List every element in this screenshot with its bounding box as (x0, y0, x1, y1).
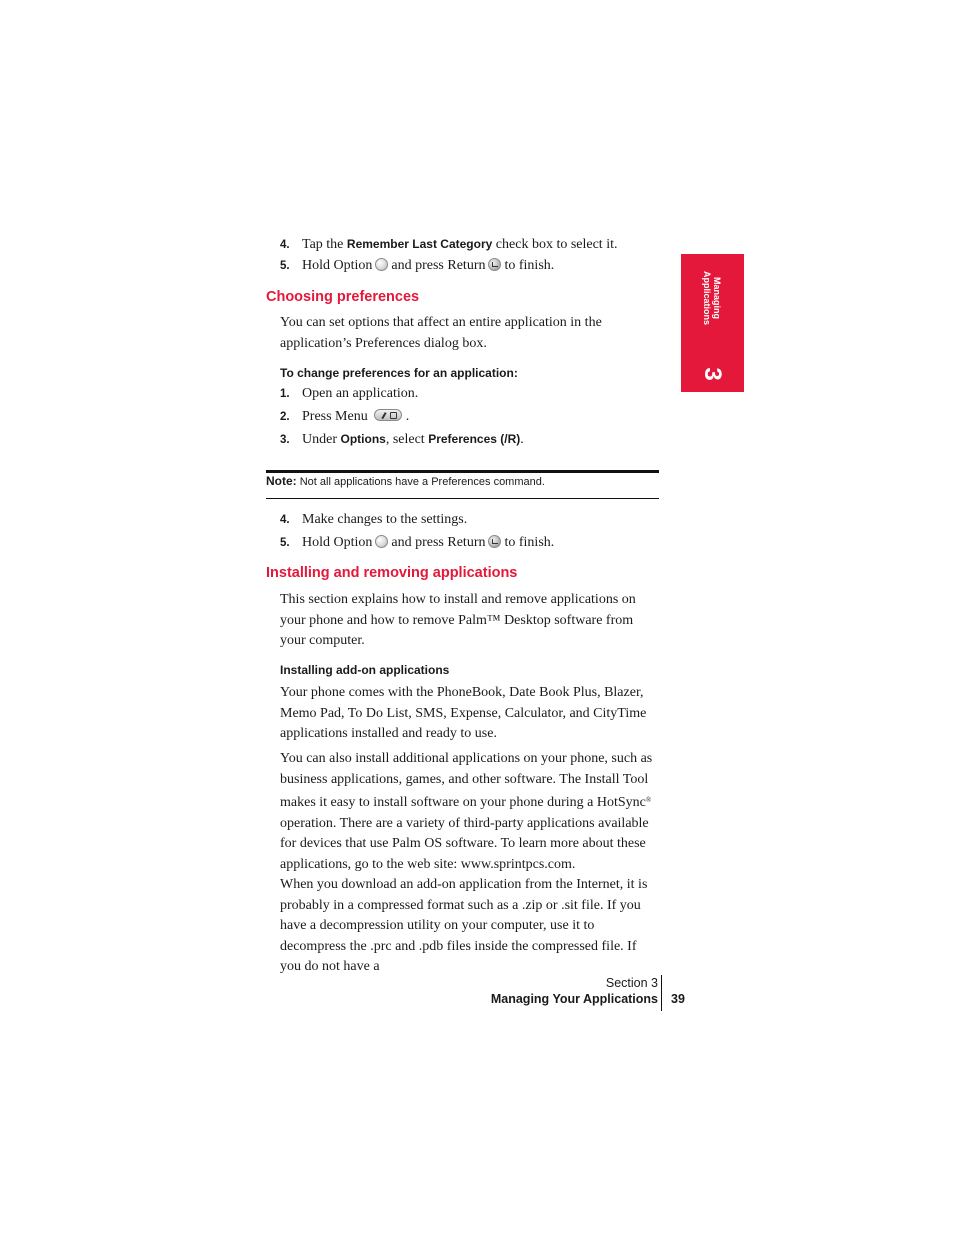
paragraph-download: When you download an add-on application from the Internet, it is probably in a compressed format such as a .zip or .sit file. If you have a decompression utility on your computer, use it to decompress the .prc and .pdb files inside the compressed file. If you do not have a (280, 877, 648, 974)
return-key-icon (488, 258, 501, 271)
step-1-open-app: 1. Open an application. (280, 386, 419, 401)
note-label: Note: (266, 474, 297, 488)
note-box (266, 474, 545, 490)
choosing-intro: You can set options that affect an entire application in the application’s Preferences dialog box. (280, 315, 602, 351)
installing-intro: This section explains how to install and remove applications on your phone and how to remove Palm™ Desktop software from your computer. (280, 592, 636, 648)
procedure-title: To change preferences for an application: (280, 366, 518, 380)
step-number: 1. (280, 388, 290, 400)
step-number: 3. (280, 434, 290, 446)
footer-section: Section 3 (605, 976, 658, 990)
option-key-icon (375, 258, 388, 271)
step-4-remember-last-category: 4. Tap the Remember Last Category check box to select it. (280, 237, 618, 252)
step-5-hold-option: 5. Hold Option and press Return to finish. (280, 535, 555, 550)
ui-term: Options (340, 432, 386, 446)
ui-term: Preferences (/R) (428, 432, 521, 446)
step-number: 5. (280, 537, 290, 549)
step-number: 4. (280, 239, 290, 251)
page-number: 39 (671, 992, 685, 1006)
side-tab-number: 3 (699, 367, 726, 381)
step-number: 4. (280, 514, 290, 526)
registered-mark: ® (645, 796, 652, 804)
paragraph-additional-apps: You can also install additional applications on your phone, such as business applications, games, and other software. The Install Tool makes it easy to install software on your phone during a HotSync® operation. There are a variety of third-party applications available for devices that use Palm OS software. To learn more about these applications, go to the web site: www.sprintpcs.com. (280, 751, 653, 872)
side-tab-label: Managing Applications (702, 270, 722, 325)
subheading-add-on: Installing add-on applications (280, 663, 450, 677)
step-number: 2. (280, 411, 290, 423)
option-key-icon (375, 535, 388, 548)
step-3-select-preferences: 3. Under Options, select Preferences (/R). (280, 432, 524, 447)
footer-divider (661, 975, 662, 1011)
step-4-make-changes: 4. Make changes to the settings. (280, 512, 468, 527)
ui-term: Remember Last Category (346, 237, 493, 251)
return-key-icon (488, 535, 501, 548)
footer-chapter-title: Managing Your Applications (490, 992, 658, 1006)
section-heading-installing: Installing and removing applications (266, 565, 518, 581)
step-5-hold-option: 5. Hold Option and press Return to finish. (280, 258, 555, 273)
step-number: 5. (280, 260, 290, 272)
note-top-rule (266, 470, 659, 473)
section-heading-choosing-preferences: Choosing preferences (266, 289, 420, 305)
paragraph-included-apps: Your phone comes with the PhoneBook, Date Book Plus, Blazer, Memo Pad, To Do List, SMS, Expense, Calculator, and CityTime applications installed and ready to use. (280, 685, 647, 741)
note-bottom-rule (266, 498, 659, 499)
note-text: Not all applications have a Preferences command. (299, 476, 545, 488)
menu-key-icon (374, 409, 402, 421)
step-2-press-menu: 2. Press Menu . (280, 409, 410, 424)
